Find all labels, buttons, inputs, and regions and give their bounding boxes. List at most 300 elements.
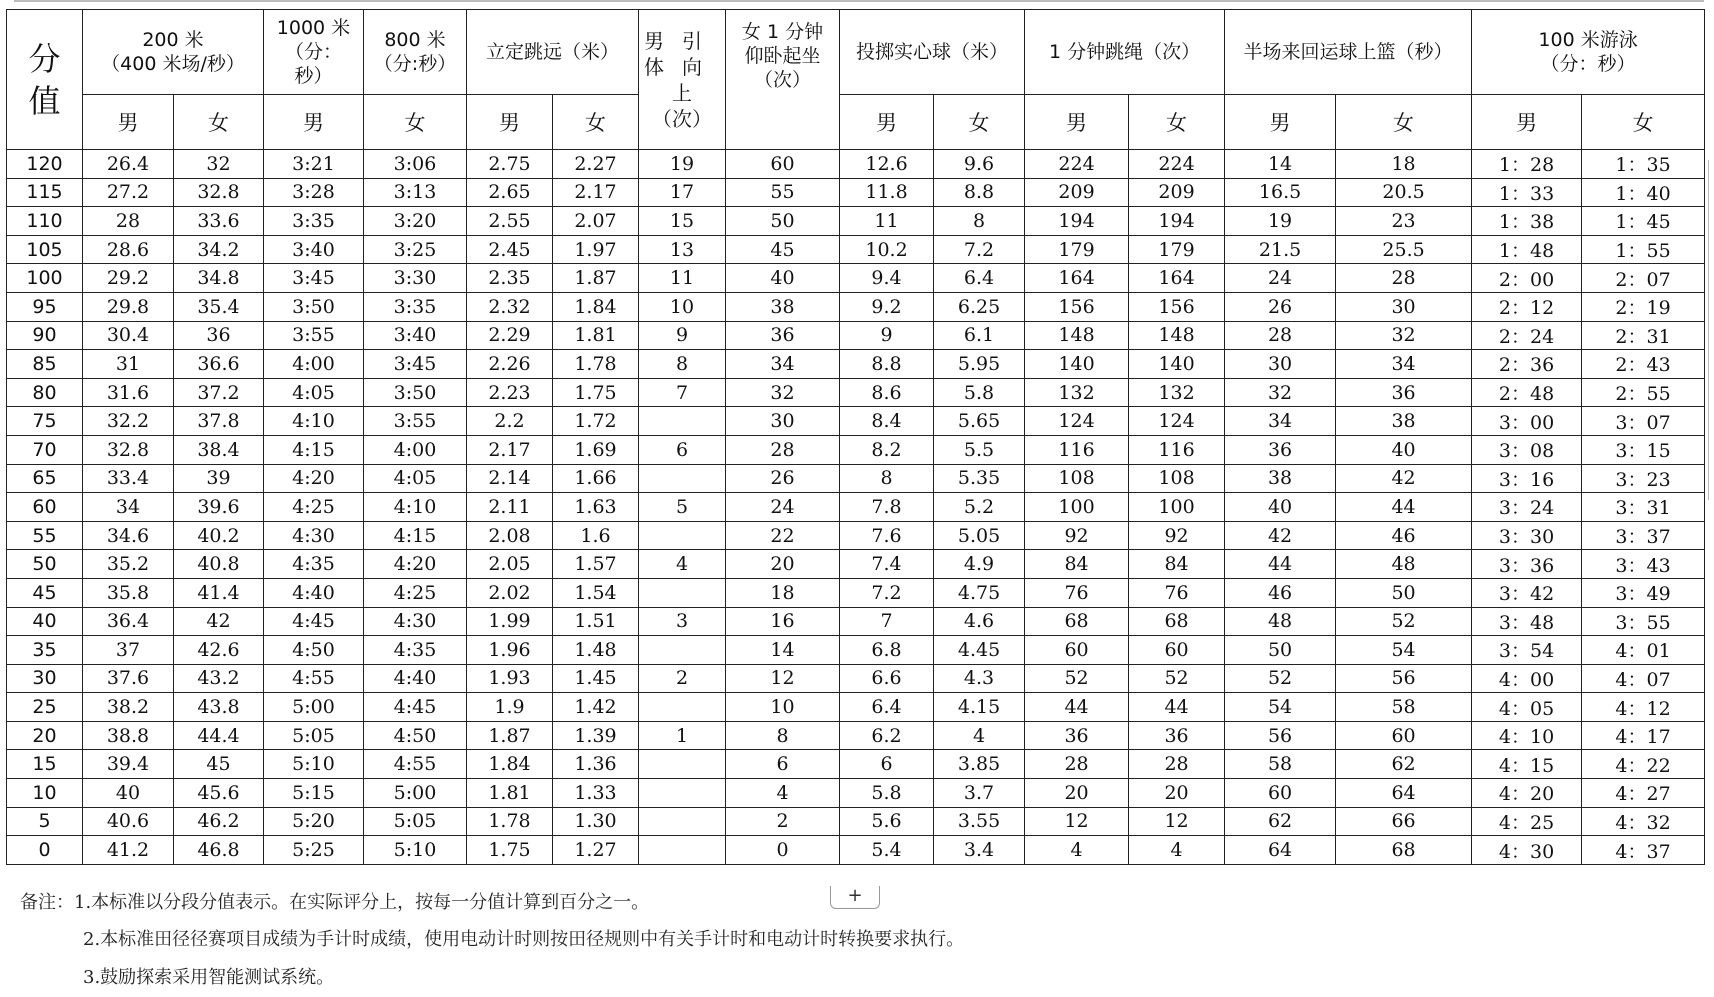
header-200m: 200 米 （400 米场/秒）: [83, 10, 264, 95]
table-cell: 11: [639, 264, 726, 293]
table-row: [7, 807, 1705, 836]
table-cell: 4:40: [264, 578, 364, 607]
table-cell: 1：40: [1582, 178, 1705, 207]
table-cell: 5:05: [364, 807, 467, 836]
table-cell: 1：45: [1582, 207, 1705, 236]
table-cell: 2.75: [467, 150, 553, 179]
table-cell: 1.45: [553, 664, 639, 693]
table-cell: 42: [174, 607, 264, 636]
header-sit-up: 女 1 分钟 仰卧起坐 （次）: [726, 10, 840, 150]
table-row: [7, 292, 1705, 321]
table-cell: 8.2: [840, 435, 934, 464]
header-basketball-dribble: 半场来回运球上篮（秒）: [1225, 10, 1472, 95]
table-cell: 1.30: [553, 807, 639, 836]
table-cell: 4:00: [264, 350, 364, 379]
table-cell: 2.45: [467, 235, 553, 264]
table-cell: 28: [1336, 264, 1472, 293]
table-cell: 179: [1129, 235, 1225, 264]
table-cell: 54: [1336, 636, 1472, 665]
table-cell: 4:15: [364, 521, 467, 550]
table-cell: 20: [1025, 779, 1129, 808]
table-row: [7, 207, 1705, 236]
table-cell: 3：49: [1582, 578, 1705, 607]
table-cell: 35.4: [174, 292, 264, 321]
table-cell: 38: [726, 292, 840, 321]
table-cell: 30: [726, 407, 840, 436]
table-cell: 40.6: [83, 807, 174, 836]
table-cell: 60: [1129, 636, 1225, 665]
table-cell: 16.5: [1225, 178, 1336, 207]
table-cell: 3：00: [1472, 407, 1582, 436]
table-cell: 11: [840, 207, 934, 236]
table-cell: 3.4: [934, 836, 1025, 865]
table-cell: 50: [1336, 578, 1472, 607]
table-cell: 20.5: [1336, 178, 1472, 207]
table-cell: 4：01: [1582, 636, 1705, 665]
table-row: [7, 150, 1705, 179]
table-row: [7, 321, 1705, 350]
table-cell: 11.8: [840, 178, 934, 207]
table-cell: [639, 578, 726, 607]
table-cell: 2.11: [467, 493, 553, 522]
table-cell: 4:00: [364, 435, 467, 464]
table-cell: 12: [1025, 807, 1129, 836]
table-cell: 1.39: [553, 721, 639, 750]
score-cell: 85: [7, 350, 83, 379]
add-sheet-button[interactable]: +: [830, 886, 880, 909]
table-cell: 1.66: [553, 464, 639, 493]
subheader-male: 男: [1025, 95, 1129, 150]
table-cell: 23: [1336, 207, 1472, 236]
table-cell: 1.93: [467, 664, 553, 693]
table-cell: 4:10: [364, 493, 467, 522]
table-cell: 44: [1025, 693, 1129, 722]
table-cell: [639, 407, 726, 436]
table-cell: 140: [1129, 350, 1225, 379]
table-cell: 24: [726, 493, 840, 522]
table-cell: 5.95: [934, 350, 1025, 379]
table-cell: 1: [639, 721, 726, 750]
table-cell: 3：23: [1582, 464, 1705, 493]
subheader-male: 男: [840, 95, 934, 150]
table-cell: 5.35: [934, 464, 1025, 493]
table-cell: 8.8: [840, 350, 934, 379]
table-cell: 60: [1025, 636, 1129, 665]
table-cell: 1.84: [467, 750, 553, 779]
table-cell: 2：19: [1582, 292, 1705, 321]
table-row: [7, 750, 1705, 779]
table-cell: 5.2: [934, 493, 1025, 522]
table-cell: 43.2: [174, 664, 264, 693]
table-cell: 2.65: [467, 178, 553, 207]
table-cell: 38.4: [174, 435, 264, 464]
table-cell: 84: [1129, 550, 1225, 579]
subheader-male: 男: [1225, 95, 1336, 150]
table-cell: 2.07: [553, 207, 639, 236]
table-cell: 31: [83, 350, 174, 379]
table-cell: [639, 693, 726, 722]
table-cell: 148: [1025, 321, 1129, 350]
table-cell: 1.81: [553, 321, 639, 350]
table-cell: 1：38: [1472, 207, 1582, 236]
table-cell: 2.14: [467, 464, 553, 493]
table-cell: 100: [1129, 493, 1225, 522]
table-cell: 36: [1225, 435, 1336, 464]
table-cell: 1.48: [553, 636, 639, 665]
score-cell: 45: [7, 578, 83, 607]
table-cell: 4: [1025, 836, 1129, 865]
table-cell: 4:25: [364, 578, 467, 607]
score-cell: 120: [7, 150, 83, 179]
table-cell: 13: [639, 235, 726, 264]
table-cell: 6.1: [934, 321, 1025, 350]
table-cell: 6: [726, 750, 840, 779]
score-cell: 95: [7, 292, 83, 321]
table-cell: 156: [1129, 292, 1225, 321]
table-row: [7, 178, 1705, 207]
table-cell: 3：16: [1472, 464, 1582, 493]
table-cell: 2.27: [553, 150, 639, 179]
subheader-female: 女: [174, 95, 264, 150]
table-cell: 1：28: [1472, 150, 1582, 179]
table-cell: 4:50: [264, 636, 364, 665]
table-cell: 4:15: [264, 435, 364, 464]
table-cell: 34.8: [174, 264, 264, 293]
table-cell: 44: [1336, 493, 1472, 522]
table-cell: 7.2: [934, 235, 1025, 264]
table-cell: 2：07: [1582, 264, 1705, 293]
table-cell: 4:45: [364, 693, 467, 722]
table-cell: 34: [1225, 407, 1336, 436]
table-cell: 52: [1129, 664, 1225, 693]
table-cell: 5.05: [934, 521, 1025, 550]
table-cell: 132: [1025, 378, 1129, 407]
table-row: [7, 664, 1705, 693]
table-cell: 1.99: [467, 607, 553, 636]
table-cell: 30: [1336, 292, 1472, 321]
note-1: 备注：1.本标准以分段分值表示。在实际评分上，按每一分值计算到百分之一。: [20, 892, 650, 913]
header-100m-swim: 100 米游泳 （分：秒）: [1472, 10, 1705, 95]
table-cell: 1.81: [467, 779, 553, 808]
table-cell: 3：48: [1472, 607, 1582, 636]
table-cell: 5:10: [264, 750, 364, 779]
table-cell: [639, 779, 726, 808]
table-cell: 8: [934, 207, 1025, 236]
table-cell: 10: [726, 693, 840, 722]
table-cell: 26.4: [83, 150, 174, 179]
table-cell: 28: [726, 435, 840, 464]
subheader-male: 男: [264, 95, 364, 150]
table-cell: 4：10: [1472, 721, 1582, 750]
table-cell: 48: [1225, 607, 1336, 636]
table-cell: 164: [1129, 264, 1225, 293]
table-cell: 5:00: [264, 693, 364, 722]
table-cell: 38: [1336, 407, 1472, 436]
table-cell: 28: [83, 207, 174, 236]
table-cell: 3：42: [1472, 578, 1582, 607]
table-cell: 1.42: [553, 693, 639, 722]
table-cell: 2：55: [1582, 378, 1705, 407]
table-row: [7, 578, 1705, 607]
table-cell: 12: [726, 664, 840, 693]
table-cell: 32: [726, 378, 840, 407]
score-cell: 5: [7, 807, 83, 836]
table-cell: 45.6: [174, 779, 264, 808]
table-cell: 21.5: [1225, 235, 1336, 264]
scrollbar-edge[interactable]: [1708, 160, 1713, 500]
table-cell: 4:55: [364, 750, 467, 779]
table-cell: 39: [174, 464, 264, 493]
table-row: [7, 493, 1705, 522]
table-cell: 2: [726, 807, 840, 836]
table-cell: 68: [1336, 836, 1472, 865]
table-cell: 32: [1336, 321, 1472, 350]
table-cell: 8.8: [934, 178, 1025, 207]
table-cell: 36: [174, 321, 264, 350]
table-cell: 34: [726, 350, 840, 379]
table-cell: 2.23: [467, 378, 553, 407]
table-cell: 52: [1025, 664, 1129, 693]
table-cell: 9: [639, 321, 726, 350]
table-cell: 2：31: [1582, 321, 1705, 350]
table-cell: 41.2: [83, 836, 174, 865]
score-cell: 70: [7, 435, 83, 464]
table-cell: 3.55: [934, 807, 1025, 836]
table-cell: 3：36: [1472, 550, 1582, 579]
table-cell: 10: [639, 292, 726, 321]
table-cell: 41.4: [174, 578, 264, 607]
table-cell: 45: [726, 235, 840, 264]
table-cell: 5.8: [934, 378, 1025, 407]
table-cell: 38: [1225, 464, 1336, 493]
table-cell: 2：43: [1582, 350, 1705, 379]
table-cell: 1.51: [553, 607, 639, 636]
table-cell: 19: [639, 150, 726, 179]
table-cell: 1.9: [467, 693, 553, 722]
table-cell: 26: [1225, 292, 1336, 321]
table-cell: 37.8: [174, 407, 264, 436]
table-cell: 3.7: [934, 779, 1025, 808]
table-cell: 5: [639, 493, 726, 522]
score-cell: 100: [7, 264, 83, 293]
table-cell: 4:35: [264, 550, 364, 579]
table-row: [7, 521, 1705, 550]
table-cell: 3:40: [364, 321, 467, 350]
table-cell: 6.2: [840, 721, 934, 750]
table-row: [7, 264, 1705, 293]
table-cell: 1.72: [553, 407, 639, 436]
table-cell: 2.17: [553, 178, 639, 207]
table-cell: 3：07: [1582, 407, 1705, 436]
subheader-male: 男: [83, 95, 174, 150]
table-cell: 40: [1225, 493, 1336, 522]
table-cell: 2：24: [1472, 321, 1582, 350]
table-cell: 38.8: [83, 721, 174, 750]
table-cell: 3：30: [1472, 521, 1582, 550]
top-border-line: [14, 0, 1704, 2]
table-cell: 2.55: [467, 207, 553, 236]
table-cell: 108: [1129, 464, 1225, 493]
table-cell: 3：15: [1582, 435, 1705, 464]
table-cell: 46: [1225, 578, 1336, 607]
table-cell: 4:05: [264, 378, 364, 407]
table-cell: 46.2: [174, 807, 264, 836]
table-cell: 1.63: [553, 493, 639, 522]
score-cell: 90: [7, 321, 83, 350]
table-cell: 209: [1025, 178, 1129, 207]
header-1000m: 1000 米 （分： 秒）: [264, 10, 364, 95]
table-cell: 42.6: [174, 636, 264, 665]
table-cell: 2.02: [467, 578, 553, 607]
table-cell: 84: [1025, 550, 1129, 579]
table-cell: 4: [639, 550, 726, 579]
score-cell: 65: [7, 464, 83, 493]
table-cell: 5.8: [840, 779, 934, 808]
table-cell: 58: [1225, 750, 1336, 779]
table-cell: [639, 521, 726, 550]
table-cell: 5:25: [264, 836, 364, 865]
table-cell: 4：37: [1582, 836, 1705, 865]
table-cell: 2.05: [467, 550, 553, 579]
table-cell: 1：55: [1582, 235, 1705, 264]
table-cell: 1.84: [553, 292, 639, 321]
table-cell: 5:00: [364, 779, 467, 808]
table-cell: 3:40: [264, 235, 364, 264]
table-cell: 4：00: [1472, 664, 1582, 693]
table-cell: 4.9: [934, 550, 1025, 579]
table-cell: 3: [639, 607, 726, 636]
table-cell: 15: [639, 207, 726, 236]
table-cell: 38.2: [83, 693, 174, 722]
table-cell: 5:20: [264, 807, 364, 836]
table-cell: 4：25: [1472, 807, 1582, 836]
table-cell: 33.4: [83, 464, 174, 493]
table-cell: 4.6: [934, 607, 1025, 636]
table-cell: 2.17: [467, 435, 553, 464]
table-cell: 4.45: [934, 636, 1025, 665]
table-cell: 4:30: [364, 607, 467, 636]
table-cell: 56: [1336, 664, 1472, 693]
table-cell: 45: [174, 750, 264, 779]
table-cell: 29.8: [83, 292, 174, 321]
table-cell: 6: [639, 435, 726, 464]
table-cell: 1.27: [553, 836, 639, 865]
table-cell: 64: [1225, 836, 1336, 865]
table-cell: 9: [840, 321, 934, 350]
note-2: 2.本标准田径径赛项目成绩为手计时成绩，使用电动计时则按田径规则中有关手计时和电动计时转换要求执行。: [83, 929, 965, 950]
table-cell: 55: [726, 178, 840, 207]
table-cell: 4:30: [264, 521, 364, 550]
table-cell: 32.2: [83, 407, 174, 436]
table-cell: 148: [1129, 321, 1225, 350]
table-cell: 32.8: [83, 435, 174, 464]
table-cell: 5.65: [934, 407, 1025, 436]
score-cell: 30: [7, 664, 83, 693]
table-cell: 30: [1225, 350, 1336, 379]
table-cell: 3：37: [1582, 521, 1705, 550]
table-cell: 3:25: [364, 235, 467, 264]
table-cell: 60: [1336, 721, 1472, 750]
table-cell: 4:40: [364, 664, 467, 693]
table-cell: 34.2: [174, 235, 264, 264]
table-cell: 4：20: [1472, 779, 1582, 808]
table-cell: 30.4: [83, 321, 174, 350]
table-cell: 68: [1025, 607, 1129, 636]
score-cell: 15: [7, 750, 83, 779]
table-cell: 1.87: [467, 721, 553, 750]
table-cell: 3:45: [264, 264, 364, 293]
table-cell: 44.4: [174, 721, 264, 750]
score-cell: 10: [7, 779, 83, 808]
table-cell: 209: [1129, 178, 1225, 207]
table-cell: 1.54: [553, 578, 639, 607]
table-row: [7, 235, 1705, 264]
table-cell: 12: [1129, 807, 1225, 836]
table-cell: 36: [1129, 721, 1225, 750]
table-cell: 7.8: [840, 493, 934, 522]
table-cell: 54: [1225, 693, 1336, 722]
subheader-female: 女: [364, 95, 467, 150]
table-cell: 4：07: [1582, 664, 1705, 693]
table-cell: 4：22: [1582, 750, 1705, 779]
table-cell: 36.4: [83, 607, 174, 636]
table-cell: 164: [1025, 264, 1129, 293]
table-cell: 116: [1025, 435, 1129, 464]
subheader-male: 男: [1472, 95, 1582, 150]
table-cell: 3:50: [264, 292, 364, 321]
table-cell: 7.6: [840, 521, 934, 550]
score-cell: 50: [7, 550, 83, 579]
table-cell: 1.36: [553, 750, 639, 779]
table-cell: 16: [726, 607, 840, 636]
table-cell: 4.15: [934, 693, 1025, 722]
table-cell: 4:50: [364, 721, 467, 750]
table-cell: 68: [1129, 607, 1225, 636]
table-cell: [639, 807, 726, 836]
score-cell: 105: [7, 235, 83, 264]
subheader-female: 女: [553, 95, 639, 150]
table-cell: 18: [726, 578, 840, 607]
table-cell: 8.6: [840, 378, 934, 407]
table-cell: 36: [1336, 378, 1472, 407]
table-cell: 34: [1336, 350, 1472, 379]
table-row: [7, 378, 1705, 407]
table-cell: 33.6: [174, 207, 264, 236]
table-cell: 37.2: [174, 378, 264, 407]
table-cell: 4:25: [264, 493, 364, 522]
table-cell: 14: [726, 636, 840, 665]
table-cell: 2.32: [467, 292, 553, 321]
table-cell: 108: [1025, 464, 1129, 493]
table-cell: 31.6: [83, 378, 174, 407]
table-cell: 92: [1129, 521, 1225, 550]
table-row: [7, 464, 1705, 493]
table-cell: 3.85: [934, 750, 1025, 779]
table-cell: 36.6: [174, 350, 264, 379]
table-cell: 40: [726, 264, 840, 293]
table-cell: 7.4: [840, 550, 934, 579]
table-cell: 9.6: [934, 150, 1025, 179]
table-cell: 37: [83, 636, 174, 665]
table-cell: 42: [1336, 464, 1472, 493]
table-cell: 5.5: [934, 435, 1025, 464]
score-cell: 40: [7, 607, 83, 636]
table-cell: 179: [1025, 235, 1129, 264]
table-row: [7, 636, 1705, 665]
table-cell: 3:50: [364, 378, 467, 407]
table-cell: 3：54: [1472, 636, 1582, 665]
table-cell: 2：36: [1472, 350, 1582, 379]
